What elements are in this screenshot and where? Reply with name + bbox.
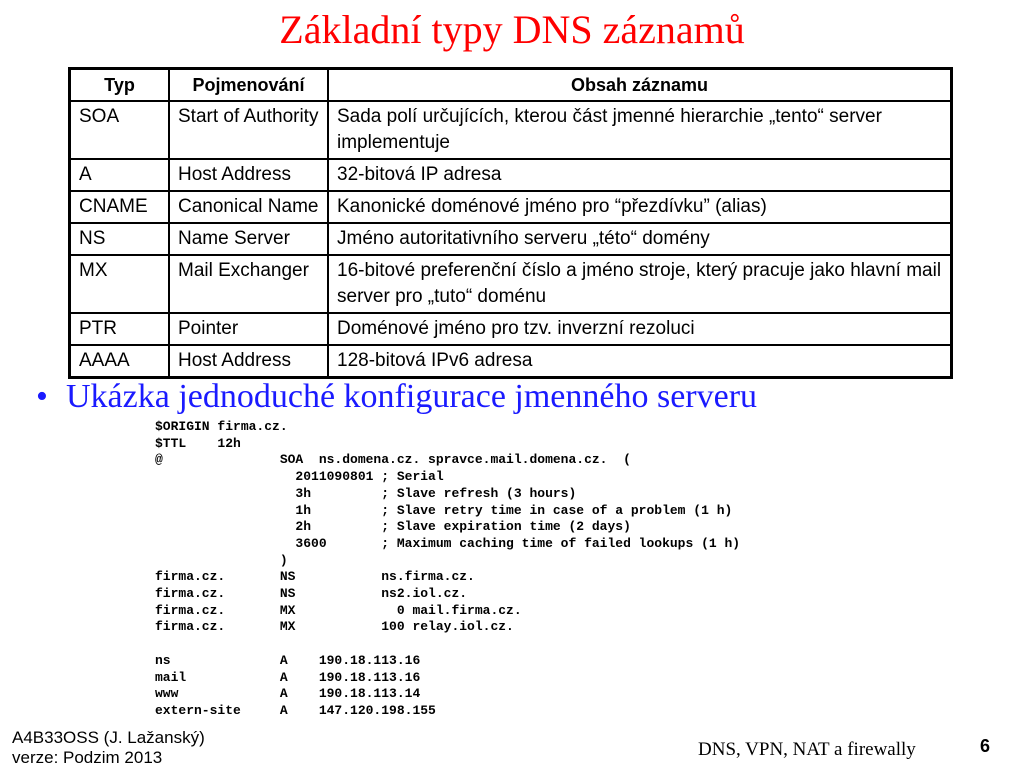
- table-row: [70, 101, 952, 159]
- cell-type: MX: [70, 255, 170, 313]
- config-line: mail A 190.18.113.16: [155, 669, 421, 685]
- cell-type: SOA: [70, 101, 170, 159]
- config-line: ): [155, 552, 288, 568]
- table-row: [70, 223, 952, 255]
- config-line: firma.cz. NS ns.firma.cz.: [155, 569, 475, 585]
- cell-content: Kanonické doménové jméno pro “přezdívku” (alias): [328, 191, 952, 223]
- cell-name: Canonical Name: [169, 191, 328, 223]
- header-type: Typ: [70, 69, 170, 102]
- table-row: [70, 159, 952, 191]
- config-line: firma.cz. NS ns2.iol.cz.: [155, 586, 468, 602]
- config-line: 3600 ; Maximum caching time of failed lookups (1 h): [155, 535, 741, 551]
- config-line: firma.cz. MX 0 mail.firma.cz.: [155, 602, 522, 618]
- footer-version: verze: Podzim 2013: [12, 748, 163, 767]
- cell-name: Name Server: [169, 223, 328, 255]
- cell-content: Doménové jméno pro tzv. inverzní rezoluci: [328, 313, 952, 345]
- table-header-row: [70, 69, 952, 102]
- cell-name: Pointer: [169, 313, 328, 345]
- header-content: Obsah záznamu: [328, 69, 952, 102]
- cell-type: NS: [70, 223, 170, 255]
- dns-zone-config: [155, 419, 740, 720]
- slide-title: Základní typy DNS záznamů: [279, 7, 745, 52]
- footer-left: [12, 728, 205, 768]
- bullet-dot: •: [36, 378, 48, 415]
- page-number: 6: [980, 736, 991, 756]
- table-row: [70, 191, 952, 223]
- dns-record-types-table: [68, 67, 953, 379]
- config-line: firma.cz. MX 100 relay.iol.cz.: [155, 619, 514, 635]
- config-line: $ORIGIN firma.cz.: [155, 419, 288, 434]
- cell-type: AAAA: [70, 345, 170, 378]
- config-line: ns A 190.18.113.16: [155, 652, 421, 668]
- config-line: 3h ; Slave refresh (3 hours): [155, 485, 577, 501]
- cell-type: CNAME: [70, 191, 170, 223]
- cell-content: 16-bitové preferenční číslo a jméno stroje, který pracuje jako hlavní mail server pro „tuto“ doménu: [328, 255, 952, 313]
- header-name: Pojmenování: [169, 69, 328, 102]
- cell-content: 32-bitová IP adresa: [328, 159, 952, 191]
- cell-content: Jméno autoritativního serveru „této“ domény: [328, 223, 952, 255]
- footer-author: A4B33OSS (J. Lažanský): [12, 728, 205, 747]
- cell-name: Host Address: [169, 159, 328, 191]
- cell-name: Host Address: [169, 345, 328, 378]
- config-line: 1h ; Slave retry time in case of a problem (1 h): [155, 502, 733, 518]
- config-line: @ SOA ns.domena.cz. spravce.mail.domena.cz. (: [155, 452, 631, 468]
- cell-content: 128-bitová IPv6 adresa: [328, 345, 952, 378]
- config-line: www A 190.18.113.14: [155, 686, 421, 702]
- cell-name: Start of Authority: [169, 101, 328, 159]
- bullet-item: [36, 378, 757, 416]
- table-row: [70, 255, 952, 313]
- config-line: extern-site A 147.120.198.155: [155, 702, 436, 718]
- cell-content: Sada polí určujících, kterou část jmenné hierarchie „tento“ server implementuje: [328, 101, 952, 159]
- table-row: [70, 345, 952, 378]
- config-line: 2011090801 ; Serial: [155, 469, 444, 485]
- config-line: $TTL 12h: [155, 435, 241, 451]
- table-row: [70, 313, 952, 345]
- cell-type: A: [70, 159, 170, 191]
- bullet-text: Ukázka jednoduché konfigurace jmenného serveru: [66, 378, 758, 415]
- config-line: 2h ; Slave expiration time (2 days): [155, 519, 631, 535]
- cell-name: Mail Exchanger: [169, 255, 328, 313]
- cell-type: PTR: [70, 313, 170, 345]
- footer-topic: DNS, VPN, NAT a firewally: [698, 739, 916, 760]
